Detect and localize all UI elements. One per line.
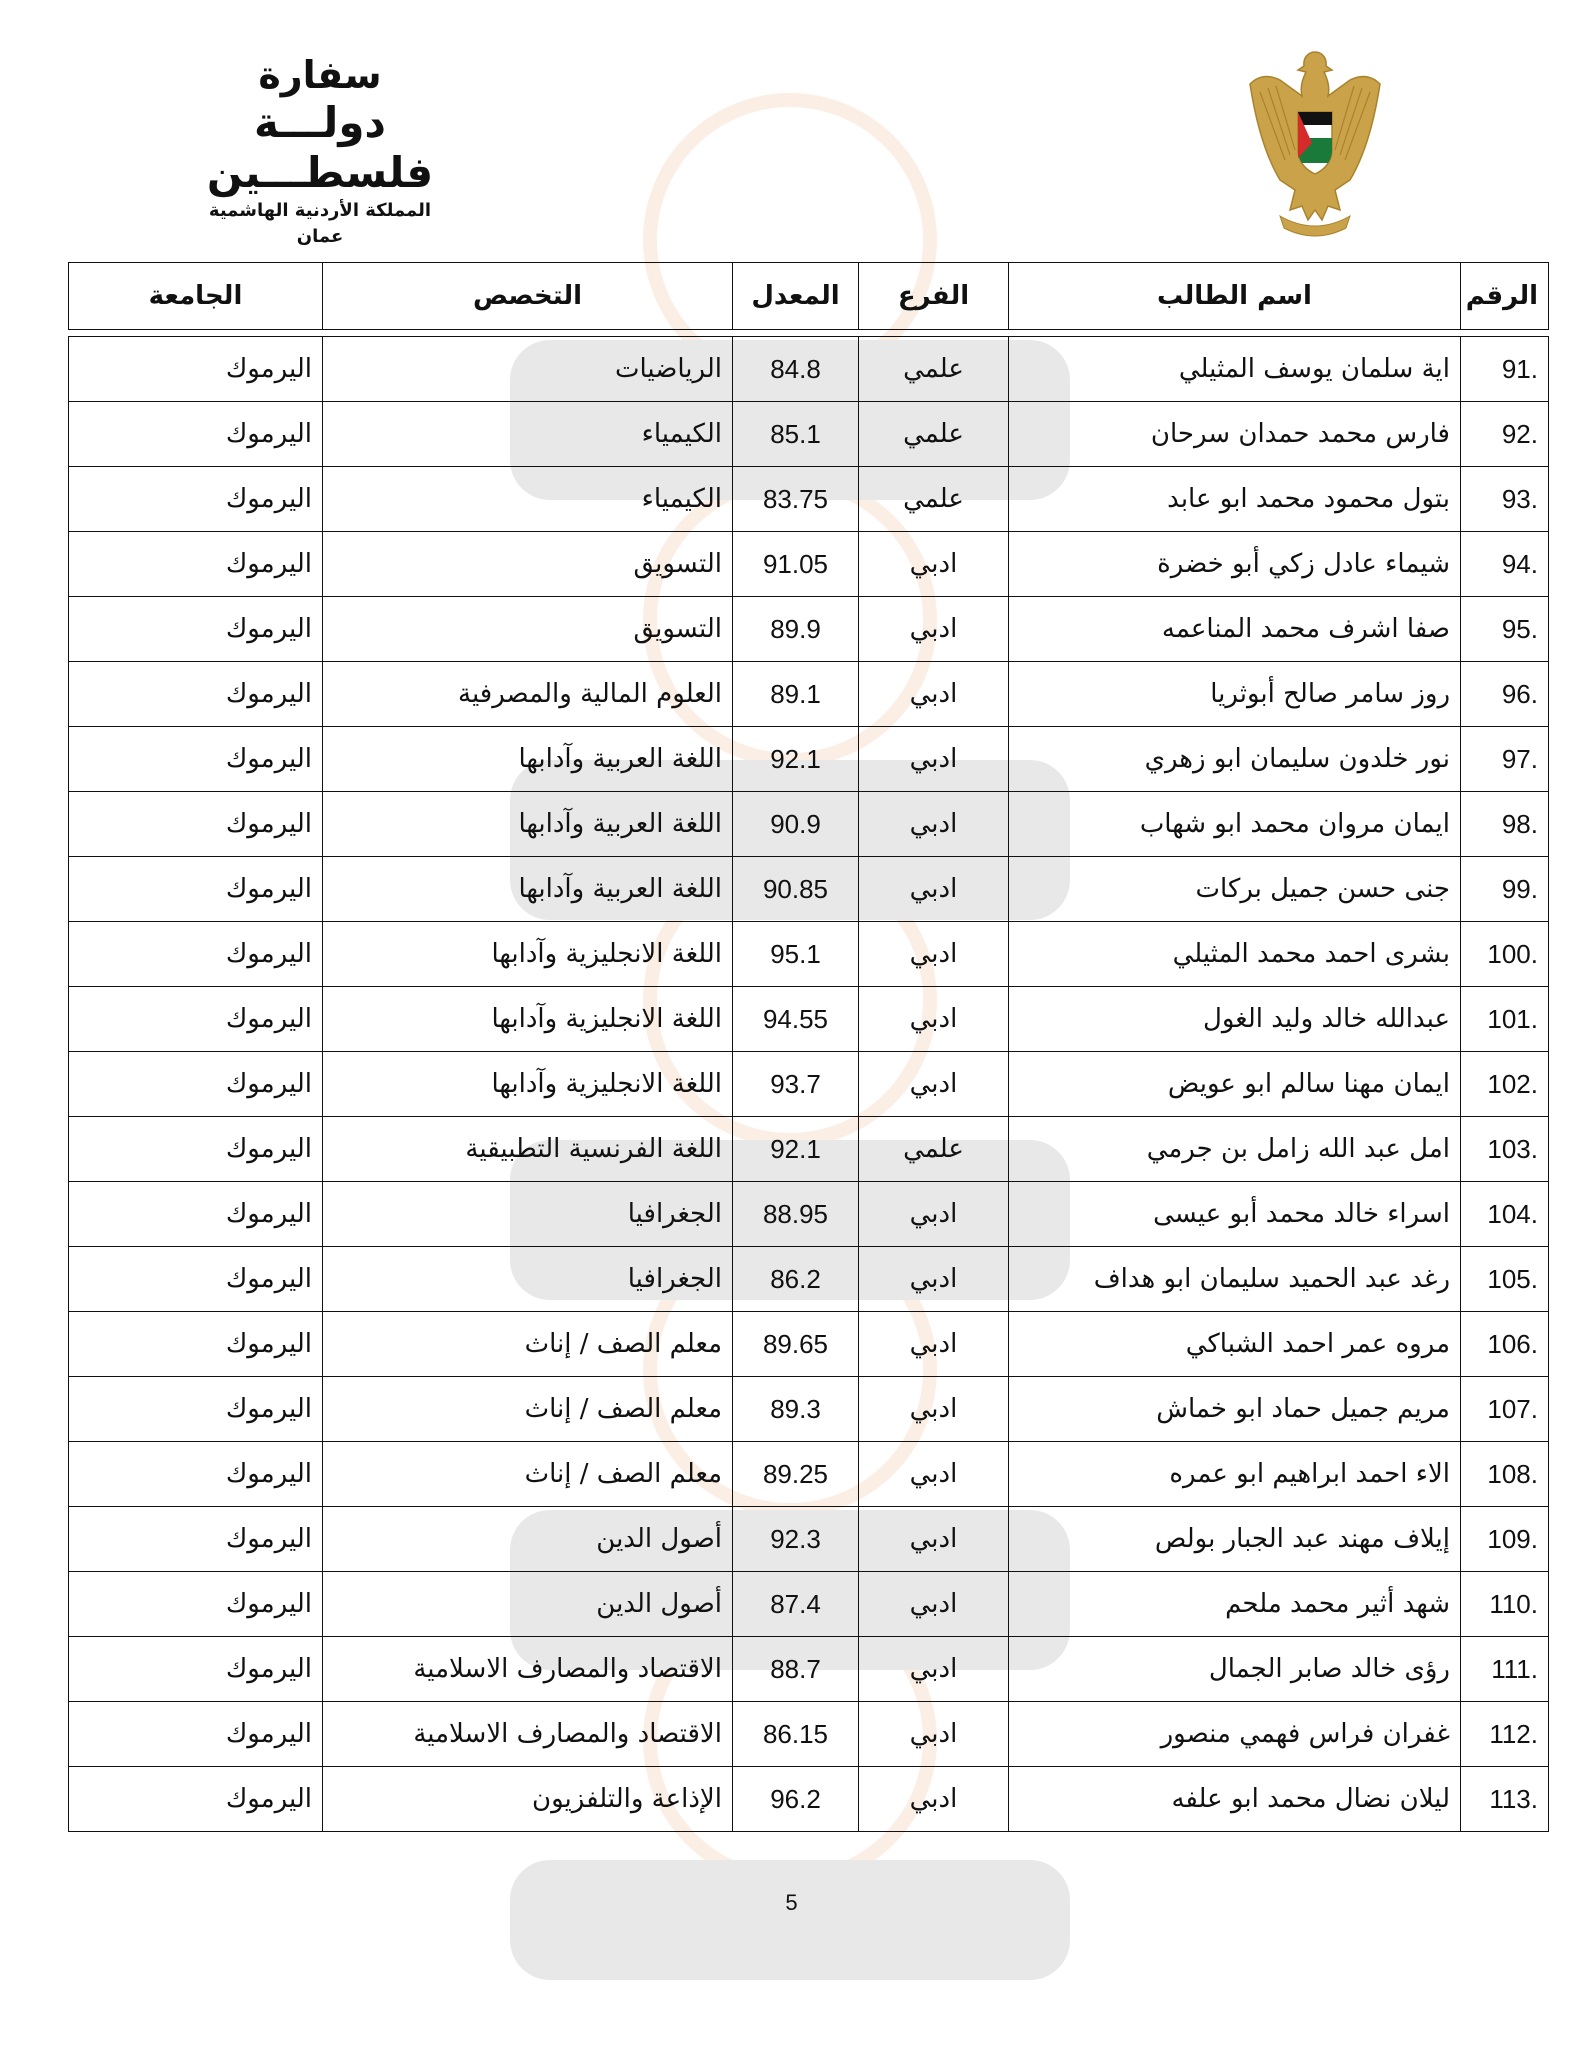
- university-cell: اليرموك: [69, 727, 323, 792]
- header-university: الجامعة: [69, 263, 323, 330]
- student-name-cell: الاء احمد ابراهيم ابو عمره: [1009, 1442, 1461, 1507]
- table-row: [69, 922, 1549, 987]
- university-cell: اليرموك: [69, 857, 323, 922]
- major-cell: اللغة الانجليزية وآدابها: [323, 1052, 733, 1117]
- branch-cell: ادبي: [859, 662, 1009, 727]
- major-cell: اللغة الفرنسية التطبيقية: [323, 1117, 733, 1182]
- table-row: [69, 1507, 1549, 1572]
- table-rows: [69, 337, 1549, 1832]
- university-cell: اليرموك: [69, 1572, 323, 1637]
- student-name-cell: ليلان نضال محمد ابو علفه: [1009, 1767, 1461, 1832]
- average-cell: 92.1: [733, 727, 859, 792]
- student-name-cell: رغد عبد الحميد سليمان ابو هداف: [1009, 1247, 1461, 1312]
- average-cell: 87.4: [733, 1572, 859, 1637]
- table-row: [69, 1637, 1549, 1702]
- row-number-cell: 98.: [1461, 792, 1549, 857]
- page-number: 5: [785, 1890, 798, 1915]
- table-row: [69, 987, 1549, 1052]
- table-row: [69, 337, 1549, 402]
- average-cell: 85.1: [733, 402, 859, 467]
- branch-cell: ادبي: [859, 857, 1009, 922]
- row-number-cell: 100.: [1461, 922, 1549, 987]
- student-name-cell: صفا اشرف محمد المناعمه: [1009, 597, 1461, 662]
- table-row: [69, 1572, 1549, 1637]
- header-name: اسم الطالب: [1009, 263, 1461, 330]
- table-row: [69, 1052, 1549, 1117]
- major-cell: اللغة العربية وآدابها: [323, 727, 733, 792]
- row-number-cell: 96.: [1461, 662, 1549, 727]
- average-cell: 94.55: [733, 987, 859, 1052]
- university-cell: اليرموك: [69, 792, 323, 857]
- average-cell: 84.8: [733, 337, 859, 402]
- student-name-cell: ايمان مروان محمد ابو شهاب: [1009, 792, 1461, 857]
- university-cell: اليرموك: [69, 402, 323, 467]
- major-cell: اللغة العربية وآدابها: [323, 792, 733, 857]
- row-number-cell: 107.: [1461, 1377, 1549, 1442]
- major-cell: معلم الصف / إناث: [323, 1377, 733, 1442]
- row-number-cell: 108.: [1461, 1442, 1549, 1507]
- palestine-eagle-emblem-icon: [1240, 40, 1390, 240]
- average-cell: 89.65: [733, 1312, 859, 1377]
- header-average: المعدل: [733, 263, 859, 330]
- student-name-cell: رؤى خالد صابر الجمال: [1009, 1637, 1461, 1702]
- row-number-cell: 106.: [1461, 1312, 1549, 1377]
- average-cell: 95.1: [733, 922, 859, 987]
- student-name-cell: شهد أثير محمد ملحم: [1009, 1572, 1461, 1637]
- table-row: [69, 1767, 1549, 1832]
- row-number-cell: 97.: [1461, 727, 1549, 792]
- branch-cell: ادبي: [859, 922, 1009, 987]
- average-cell: 90.9: [733, 792, 859, 857]
- row-number-cell: 102.: [1461, 1052, 1549, 1117]
- table-row: [69, 402, 1549, 467]
- average-cell: 88.95: [733, 1182, 859, 1247]
- branch-cell: ادبي: [859, 792, 1009, 857]
- university-cell: اليرموك: [69, 1507, 323, 1572]
- branch-cell: علمي: [859, 337, 1009, 402]
- major-cell: الكيمياء: [323, 467, 733, 532]
- average-cell: 86.15: [733, 1702, 859, 1767]
- major-cell: الجغرافيا: [323, 1182, 733, 1247]
- student-name-cell: مريم جميل حماد ابو خماش: [1009, 1377, 1461, 1442]
- table-row: [69, 467, 1549, 532]
- major-cell: التسويق: [323, 597, 733, 662]
- embassy-header: [140, 52, 500, 250]
- row-number-cell: 110.: [1461, 1572, 1549, 1637]
- university-cell: اليرموك: [69, 662, 323, 727]
- student-name-cell: امل عبد الله زامل بن جرمي: [1009, 1117, 1461, 1182]
- university-cell: اليرموك: [69, 467, 323, 532]
- branch-cell: ادبي: [859, 1702, 1009, 1767]
- average-cell: 92.1: [733, 1117, 859, 1182]
- university-cell: اليرموك: [69, 1182, 323, 1247]
- table-row: [69, 1182, 1549, 1247]
- student-name-cell: بتول محمود محمد ابو عابد: [1009, 467, 1461, 532]
- row-number-cell: 101.: [1461, 987, 1549, 1052]
- student-name-cell: اية سلمان يوسف المثيلي: [1009, 337, 1461, 402]
- student-name-cell: شيماء عادل زكي أبو خضرة: [1009, 532, 1461, 597]
- major-cell: أصول الدين: [323, 1572, 733, 1637]
- branch-cell: ادبي: [859, 1182, 1009, 1247]
- university-cell: اليرموك: [69, 532, 323, 597]
- header-row: [69, 263, 1549, 330]
- average-cell: 89.25: [733, 1442, 859, 1507]
- student-name-cell: ايمان مهنا سالم ابو عويض: [1009, 1052, 1461, 1117]
- table-header: [68, 262, 1549, 330]
- row-number-cell: 92.: [1461, 402, 1549, 467]
- major-cell: اللغة الانجليزية وآدابها: [323, 987, 733, 1052]
- university-cell: اليرموك: [69, 1052, 323, 1117]
- major-cell: الكيمياء: [323, 402, 733, 467]
- average-cell: 89.3: [733, 1377, 859, 1442]
- major-cell: التسويق: [323, 532, 733, 597]
- table-row: [69, 1312, 1549, 1377]
- average-cell: 96.2: [733, 1767, 859, 1832]
- table-row: [69, 857, 1549, 922]
- embassy-title: سفارة: [258, 53, 382, 97]
- university-cell: اليرموك: [69, 1117, 323, 1182]
- major-cell: اللغة الانجليزية وآدابها: [323, 922, 733, 987]
- branch-cell: ادبي: [859, 532, 1009, 597]
- table-row: [69, 597, 1549, 662]
- branch-cell: ادبي: [859, 1377, 1009, 1442]
- university-cell: اليرموك: [69, 337, 323, 402]
- row-number-cell: 99.: [1461, 857, 1549, 922]
- major-cell: الرياضيات: [323, 337, 733, 402]
- major-cell: اللغة العربية وآدابها: [323, 857, 733, 922]
- average-cell: 90.85: [733, 857, 859, 922]
- university-cell: اليرموك: [69, 1247, 323, 1312]
- branch-cell: ادبي: [859, 1637, 1009, 1702]
- table-row: [69, 532, 1549, 597]
- average-cell: 89.9: [733, 597, 859, 662]
- branch-cell: ادبي: [859, 727, 1009, 792]
- student-name-cell: إيلاف مهند عبد الجبار بولص: [1009, 1507, 1461, 1572]
- major-cell: أصول الدين: [323, 1507, 733, 1572]
- country-name: المملكة الأردنية الهاشمية: [208, 200, 432, 221]
- student-name-cell: جنى حسن جميل بركات: [1009, 857, 1461, 922]
- branch-cell: ادبي: [859, 597, 1009, 662]
- student-name-cell: نور خلدون سليمان ابو زهري: [1009, 727, 1461, 792]
- average-cell: 89.1: [733, 662, 859, 727]
- major-cell: معلم الصف / إناث: [323, 1312, 733, 1377]
- state-name: دولـــة فلسطـــين: [206, 98, 434, 197]
- average-cell: 88.7: [733, 1637, 859, 1702]
- table-row: [69, 727, 1549, 792]
- student-name-cell: عبدالله خالد وليد الغول: [1009, 987, 1461, 1052]
- university-cell: اليرموك: [69, 1767, 323, 1832]
- branch-cell: علمي: [859, 402, 1009, 467]
- average-cell: 91.05: [733, 532, 859, 597]
- header-branch: الفرع: [859, 263, 1009, 330]
- student-name-cell: روز سامر صالح أبوثريا: [1009, 662, 1461, 727]
- student-name-cell: اسراء خالد محمد أبو عيسى: [1009, 1182, 1461, 1247]
- university-cell: اليرموك: [69, 1312, 323, 1377]
- city-name: عمان: [296, 226, 344, 247]
- row-number-cell: 95.: [1461, 597, 1549, 662]
- row-number-cell: 93.: [1461, 467, 1549, 532]
- branch-cell: ادبي: [859, 987, 1009, 1052]
- branch-cell: ادبي: [859, 1312, 1009, 1377]
- table-row: [69, 792, 1549, 857]
- average-cell: 92.3: [733, 1507, 859, 1572]
- branch-cell: علمي: [859, 467, 1009, 532]
- table-row: [69, 1117, 1549, 1182]
- row-number-cell: 109.: [1461, 1507, 1549, 1572]
- table-row: [69, 1247, 1549, 1312]
- row-number-cell: 112.: [1461, 1702, 1549, 1767]
- table-row: [69, 1702, 1549, 1767]
- university-cell: اليرموك: [69, 1637, 323, 1702]
- table-row: [69, 662, 1549, 727]
- table-body: [68, 336, 1549, 1832]
- university-cell: اليرموك: [69, 1442, 323, 1507]
- average-cell: 93.7: [733, 1052, 859, 1117]
- row-number-cell: 111.: [1461, 1637, 1549, 1702]
- university-cell: اليرموك: [69, 922, 323, 987]
- branch-cell: ادبي: [859, 1767, 1009, 1832]
- major-cell: الاقتصاد والمصارف الاسلامية: [323, 1637, 733, 1702]
- branch-cell: ادبي: [859, 1507, 1009, 1572]
- row-number-cell: 103.: [1461, 1117, 1549, 1182]
- branch-cell: ادبي: [859, 1572, 1009, 1637]
- row-number-cell: 104.: [1461, 1182, 1549, 1247]
- row-number-cell: 105.: [1461, 1247, 1549, 1312]
- students-table: [68, 262, 1548, 1832]
- student-name-cell: مروه عمر احمد الشباكي: [1009, 1312, 1461, 1377]
- student-name-cell: فارس محمد حمدان سرحان: [1009, 402, 1461, 467]
- table-row: [69, 1442, 1549, 1507]
- header-num: الرقم: [1461, 263, 1549, 330]
- university-cell: اليرموك: [69, 597, 323, 662]
- major-cell: الاقتصاد والمصارف الاسلامية: [323, 1702, 733, 1767]
- major-cell: الإذاعة والتلفزيون: [323, 1767, 733, 1832]
- branch-cell: ادبي: [859, 1247, 1009, 1312]
- branch-cell: ادبي: [859, 1442, 1009, 1507]
- branch-cell: علمي: [859, 1117, 1009, 1182]
- table-row: [69, 1377, 1549, 1442]
- header-major: التخصص: [323, 263, 733, 330]
- major-cell: العلوم المالية والمصرفية: [323, 662, 733, 727]
- university-cell: اليرموك: [69, 1377, 323, 1442]
- row-number-cell: 91.: [1461, 337, 1549, 402]
- major-cell: معلم الصف / إناث: [323, 1442, 733, 1507]
- university-cell: اليرموك: [69, 987, 323, 1052]
- university-cell: اليرموك: [69, 1702, 323, 1767]
- major-cell: الجغرافيا: [323, 1247, 733, 1312]
- average-cell: 86.2: [733, 1247, 859, 1312]
- row-number-cell: 94.: [1461, 532, 1549, 597]
- average-cell: 83.75: [733, 467, 859, 532]
- student-name-cell: غفران فراس فهمي منصور: [1009, 1702, 1461, 1767]
- row-number-cell: 113.: [1461, 1767, 1549, 1832]
- student-name-cell: بشرى احمد محمد المثيلي: [1009, 922, 1461, 987]
- branch-cell: ادبي: [859, 1052, 1009, 1117]
